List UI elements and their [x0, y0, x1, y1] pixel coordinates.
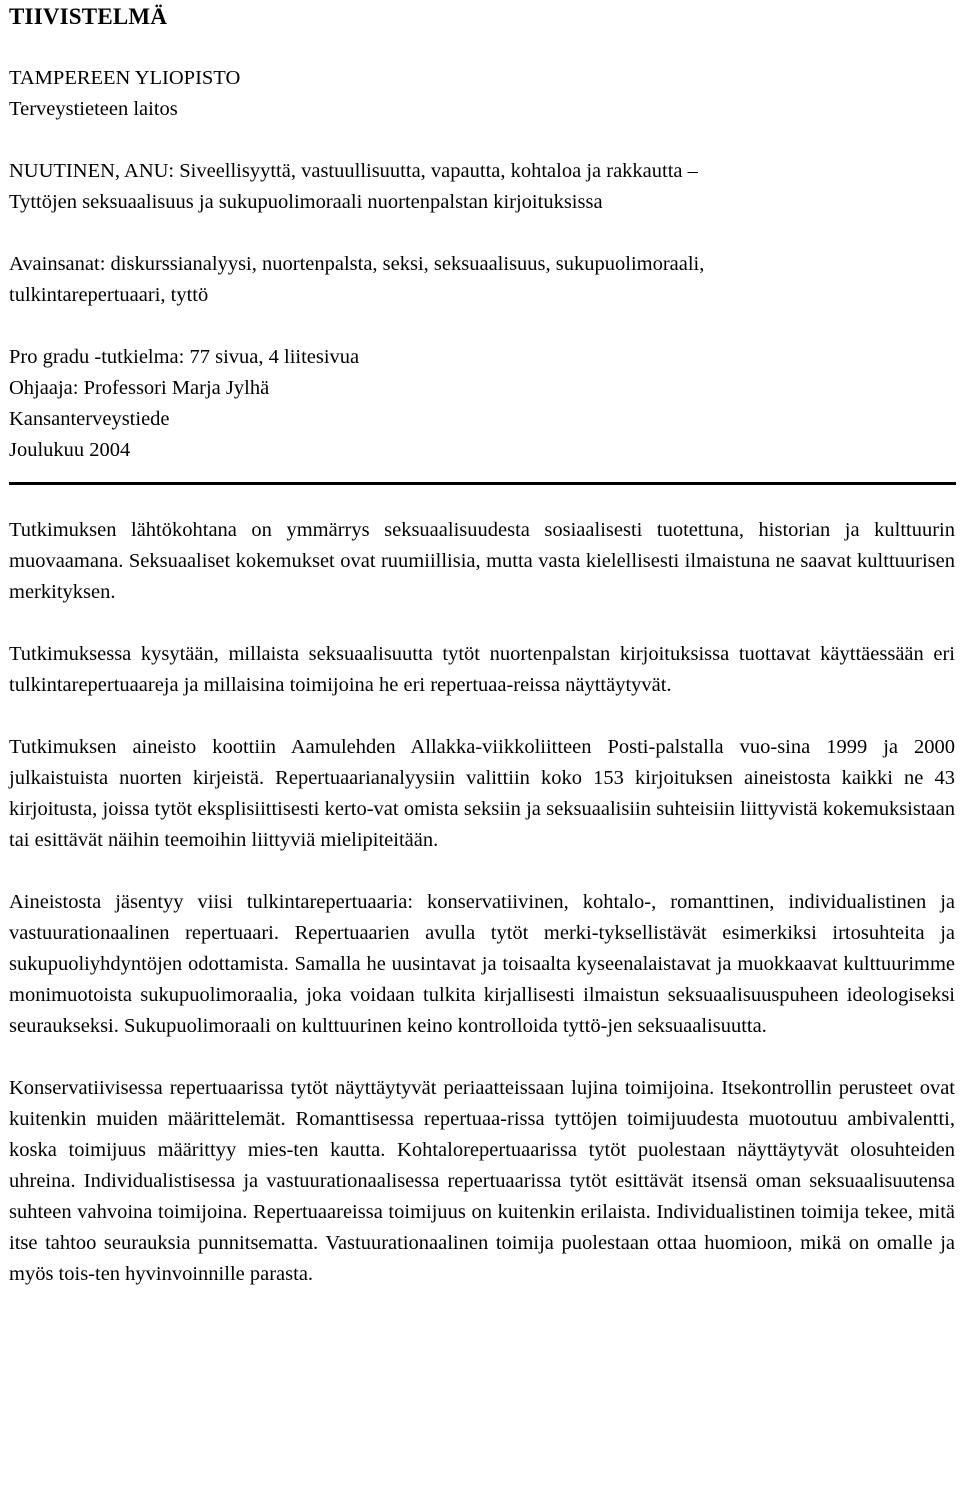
page-title: TIIVISTELMÄ	[9, 4, 168, 29]
thesis-title-block	[9, 156, 955, 218]
institution-block	[9, 63, 955, 125]
abstract-paragraph: Tutkimuksen lähtökohtana on ymmärrys seksuaalisuudesta sosiaalisesti tuotettuna, historian ja kulttuurin muovaamana. Seksuaaliset kokemukset ovat ruumiillisia, mutta vasta kielellisesti ilmaistuna ne saavat kulttuurisen merkityksen.	[9, 519, 955, 603]
horizontal-divider	[9, 482, 956, 485]
abstract-paragraph: Konservatiivisessa repertuaarissa tytöt näyttäytyvät periaatteissaan lujina toimijoina. Itsekontrollin perusteet ovat kuitenkin muiden määrittelemät. Romanttisessa repertuaa-rissa tyttöjen toimijuudesta muotoutuu ambivalentti, koska toimijuus määrittyy mies-ten kautta. Kohtalorepertuaarissa tytöt puolestaan näyttäytyvät olosuhteiden uhreina. Individualistisessa ja vastuurationaalisessa repertuaarissa tytöt esittävät itsensä oman seksuaalisuutensa suhteen vahvoina toimijoina. Repertuaareissa toimijuus on kuitenkin erilaista. Individualistinen toimija tekee, mitä itse tahtoo seurauksia punnitsematta. Vastuurationaalinen toimija puolestaan ottaa huomioon, mikä on omalle ja myös tois-ten hyvinvoinnille parasta.	[9, 1077, 955, 1285]
thesis-meta-block	[9, 342, 955, 466]
thesis-title-line: NUUTINEN, ANU: Siveellisyyttä, vastuullisuutta, vapautta, kohtaloa ja rakkautta –	[9, 160, 698, 182]
abstract-paragraph: Tutkimuksen aineisto koottiin Aamulehden Allakka-viikkoliitteen Posti-palstalla vuo-sina 1999 ja 2000 julkaistuista nuorten kirjeistä. Repertuaarianalyysiin valittiin koko 153 kirjoituksen aineistosta kaikki ne 43 kirjoitusta, joissa tytöt eksplisiittisesti kerto-vat omista seksiin ja seksuaalisiin suhteisiin liittyvistä kokemuksistaan tai esittävät näihin teemoihin liittyviä mielipiteitään.	[9, 736, 955, 851]
page-count: Pro gradu -tutkielma: 77 sivua, 4 liitesivua	[9, 346, 360, 368]
keywords-block	[9, 249, 955, 311]
supervisor: Ohjaaja: Professori Marja Jylhä	[9, 377, 270, 399]
university-name: TAMPEREEN YLIOPISTO	[9, 67, 241, 89]
abstract-paragraph: Tutkimuksessa kysytään, millaista seksuaalisuutta tytöt nuortenpalstan kirjoituksissa tuottavat käyttäessään eri tulkintarepertuaareja ja millaisina toimijoina he eri repertuaa-reissa näyttäytyvät.	[9, 643, 955, 696]
thesis-title-line: Tyttöjen seksuaalisuus ja sukupuolimoraali nuortenpalstan kirjoituksissa	[9, 191, 603, 213]
keywords-line: tulkintarepertuaari, tyttö	[9, 284, 209, 306]
keywords-line: Avainsanat: diskurssianalyysi, nuortenpalsta, seksi, seksuaalisuus, sukupuolimoraali,	[9, 253, 705, 275]
department-name: Terveystieteen laitos	[9, 98, 178, 120]
abstract-paragraph: Aineistosta jäsentyy viisi tulkintarepertuaaria: konservatiivinen, kohtalo-, romanttinen, individualistinen ja vastuurationaalinen repertuaari. Repertuaarien avulla tytöt merki-tyksellistävät esimerkiksi irtosuhteita ja sukupuoliyhdyntöjen odottamista. Samalla he uusintavat ja toisaalta kyseenalaistavat ja muokkaavat kulttuurimme monimuotoista sukupuolimoraalia, joka voidaan tulkita kirjallisesti ilmaistun seksuaalisuuspuheen ideologiseksi seuraukseksi. Sukupuolimoraali on kulttuurinen keino kontrolloida tyttö-jen seksuaalisuutta.	[9, 891, 955, 1037]
date: Joulukuu 2004	[9, 439, 131, 461]
subject: Kansanterveystiede	[9, 408, 170, 430]
abstract-page	[9, 0, 955, 1290]
